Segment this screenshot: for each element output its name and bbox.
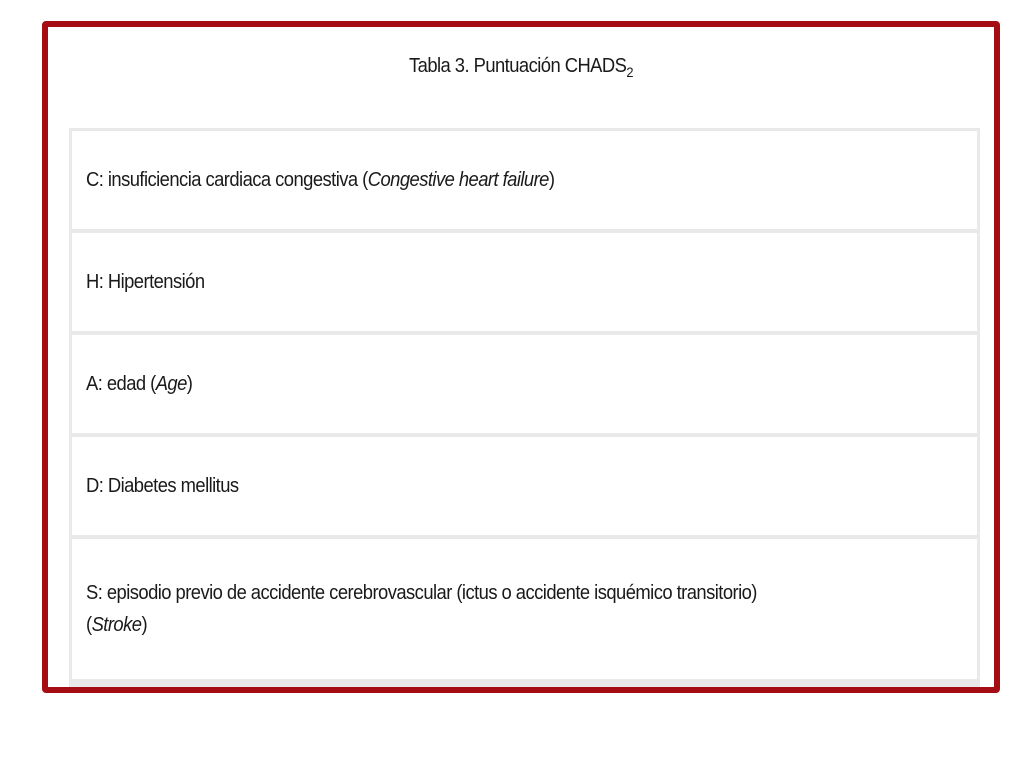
row-italic-term: Stroke — [91, 614, 142, 636]
row-prefix: A: edad ( — [86, 372, 156, 395]
table-frame — [42, 21, 1000, 693]
row-prefix: H: Hipertensión — [86, 270, 205, 293]
table-title-subscript: 2 — [626, 64, 633, 80]
table-row-h — [72, 233, 977, 331]
table-title — [86, 55, 956, 80]
row-prefix: C: insuficiencia cardiaca congestiva ( — [86, 168, 368, 191]
row-text — [86, 271, 205, 294]
table-row-a — [72, 335, 977, 433]
row-text — [86, 475, 239, 498]
table-row-s — [72, 539, 977, 679]
row-suffix: ) — [548, 168, 555, 191]
row-prefix: S: episodio previo de accidente cerebrovascular (ictus o accidente isquémico transitorio) — [86, 582, 757, 604]
table-title-text: Tabla 3. Puntuación CHADS — [409, 55, 627, 77]
row-suffix: ) — [141, 614, 148, 636]
table-row-c — [72, 131, 977, 229]
row-text — [86, 577, 757, 641]
table-row-d — [72, 437, 977, 535]
row-italic-term: Congestive heart failure — [367, 168, 549, 191]
row-text — [86, 169, 554, 192]
row-prefix: D: Diabetes mellitus — [86, 474, 239, 497]
table-body — [69, 128, 980, 687]
row-text — [86, 373, 192, 396]
row-prefix-line2: ( — [86, 614, 92, 636]
row-italic-term: Age — [155, 372, 187, 395]
row-suffix: ) — [186, 372, 193, 395]
